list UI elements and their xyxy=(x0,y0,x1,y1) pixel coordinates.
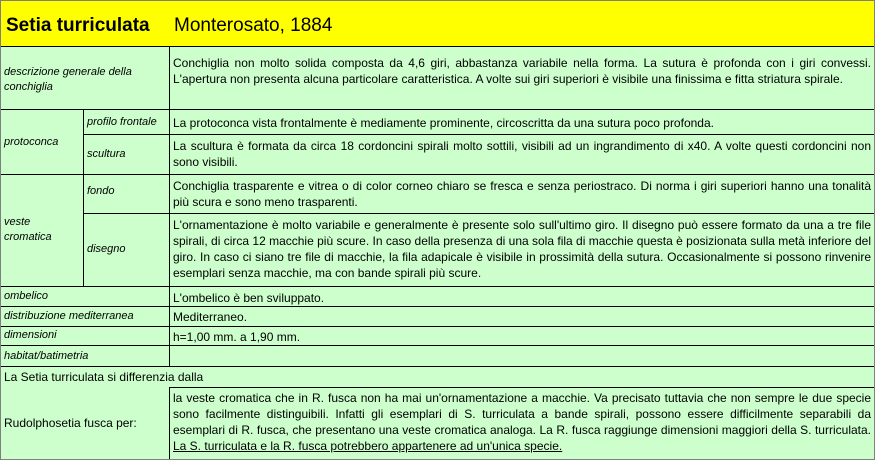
species-header xyxy=(1,1,874,47)
row-divider xyxy=(1,326,874,327)
value-scultura: La scultura è formata da circa 18 cordoncini spirali molto sottili, visibili ad un ingrandimento di x40. A volte questi cordoncini non sono visibili. xyxy=(173,139,871,169)
differenze-note: La S. turriculata e la R. fusca potrebbero appartenere ad un'unica specie. xyxy=(173,439,563,453)
species-author: Monterosato, 1884 xyxy=(174,15,333,36)
label-habitat: habitat/batimetria xyxy=(4,350,89,362)
label-veste-cromatica: veste cromatica xyxy=(4,216,52,243)
row-divider xyxy=(1,174,874,175)
label-ombelico: ombelico xyxy=(4,290,49,302)
value-disegno: L'ornamentazione è molto variabile e generalmente è presente solo sull'ultimo giro. Il disegno può essere formato da una a tre file spirali, di circa 12 macchie più scure. In caso della presenza di una sola fila di macchie questa è posizionata sulla metà inferiore del giro. In caso ci siano tre file di macchie, la fila adapicale è visibile in prossimità della sutura. Occasionalmente si possono rinvenire esemplari senza macchie, ma con bande spirali più scure. xyxy=(173,218,871,280)
species-name: Setia turriculata xyxy=(6,15,150,36)
label-dimensioni: dimensioni xyxy=(4,329,57,341)
label-disegno: disegno xyxy=(87,243,126,255)
row-divider xyxy=(1,345,874,346)
differenze-species-label: Rudolphosetia fusca per: xyxy=(4,416,137,430)
row-divider xyxy=(1,306,874,307)
row-divider xyxy=(83,213,874,214)
row-divider xyxy=(169,387,874,388)
differenze-text: la veste cromatica che in R. fusca non ha mai un'ornamentazione a macchie. Va precisato tuttavia che non sempre le due specie sono facilmente distinguibili. Infatti gli esemplari di S. turriculata a bande spirali, possono essere difficilmente separabili da esemplari di R. fusca, che presentano una veste cromatica analoga. La R. fusca raggiunge dimensioni maggiori della S. turriculata. xyxy=(173,391,871,437)
label-descrizione: descrizione generale della conchiglia xyxy=(4,66,132,93)
label-fondo: fondo xyxy=(87,185,115,197)
value-fondo: Conchiglia trasparente e vitrea o di color corneo chiaro se fresca e senza periostraco. Di norma i giri superiori hanno una tonalità più scura e sono meno trasparenti. xyxy=(173,179,871,209)
label-profilo-frontale: profilo frontale xyxy=(87,116,157,128)
value-descrizione: Conchiglia non molto solida composta da 4,6 giri, abbastanza variabile nella forma. La sutura è profonda con i giri convessi. L'apertura non presenta alcuna particolare caratteristica. A volte sui giri superiori è visibile una finissima e fitta striatura spirale. xyxy=(173,56,871,86)
label-protoconca: protoconca xyxy=(4,136,59,148)
row-divider xyxy=(1,366,874,367)
value-profilo-frontale: La protoconca vista frontalmente è mediamente prominente, circoscritta da una sutura poco profonda. xyxy=(173,116,714,130)
differenze-text-block xyxy=(170,390,874,459)
row-divider xyxy=(83,134,874,135)
label-distribuzione: distribuzione mediterranea xyxy=(4,310,134,322)
row-divider xyxy=(1,286,874,287)
row-divider xyxy=(1,109,874,110)
value-distribuzione: Mediterraneo. xyxy=(173,310,248,324)
differenze-intro: La Setia turriculata si differenzia dalla xyxy=(4,370,204,384)
value-dimensioni: h=1,00 mm. a 1,90 mm. xyxy=(173,330,301,344)
label-scultura: scultura xyxy=(87,148,126,160)
value-ombelico: L'ombelico è ben sviluppato. xyxy=(173,291,325,305)
